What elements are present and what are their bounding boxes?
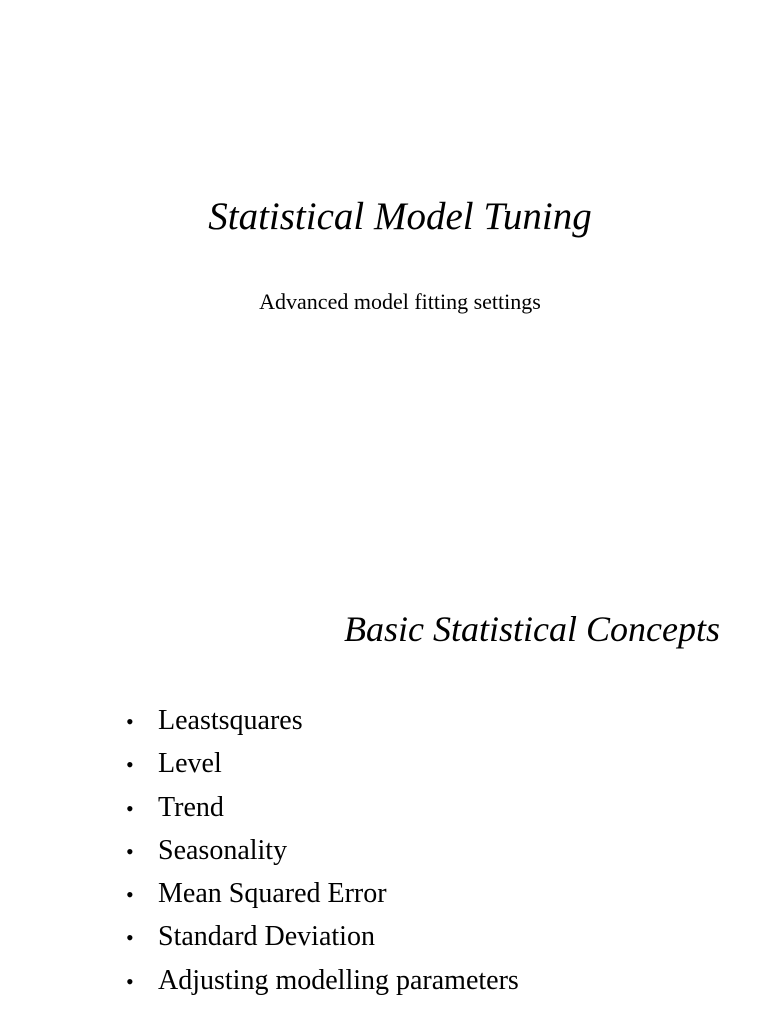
bullet-icon: • bbox=[126, 709, 134, 734]
concept-bullet-list bbox=[126, 703, 519, 1006]
bullet-icon: • bbox=[126, 882, 134, 908]
list-item-text: Mean Squared Error bbox=[158, 878, 387, 910]
list-item bbox=[126, 876, 519, 919]
list-item bbox=[126, 919, 519, 962]
list-item bbox=[126, 746, 519, 789]
list-item bbox=[126, 703, 519, 746]
list-item-text: Trend bbox=[158, 791, 224, 823]
list-item-text: Leastsquares bbox=[158, 705, 303, 736]
slide-subtitle: Advanced model fitting settings bbox=[259, 289, 541, 314]
list-item bbox=[126, 790, 519, 833]
bullet-icon: • bbox=[126, 838, 134, 864]
list-item-text: Level bbox=[158, 748, 222, 780]
section-heading: Basic Statistical Concepts bbox=[344, 609, 720, 649]
slide-title: Statistical Model Tuning bbox=[208, 195, 592, 238]
list-item-text: Standard Deviation bbox=[158, 921, 375, 953]
list-item bbox=[126, 963, 519, 1006]
bullet-icon: • bbox=[126, 752, 134, 778]
list-item bbox=[126, 833, 519, 876]
bullet-icon: • bbox=[126, 795, 134, 821]
bullet-icon: • bbox=[126, 968, 134, 994]
bullet-icon: • bbox=[126, 925, 134, 951]
list-item-text: Adjusting modelling parameters bbox=[158, 964, 519, 996]
list-item-text: Seasonality bbox=[158, 834, 288, 866]
